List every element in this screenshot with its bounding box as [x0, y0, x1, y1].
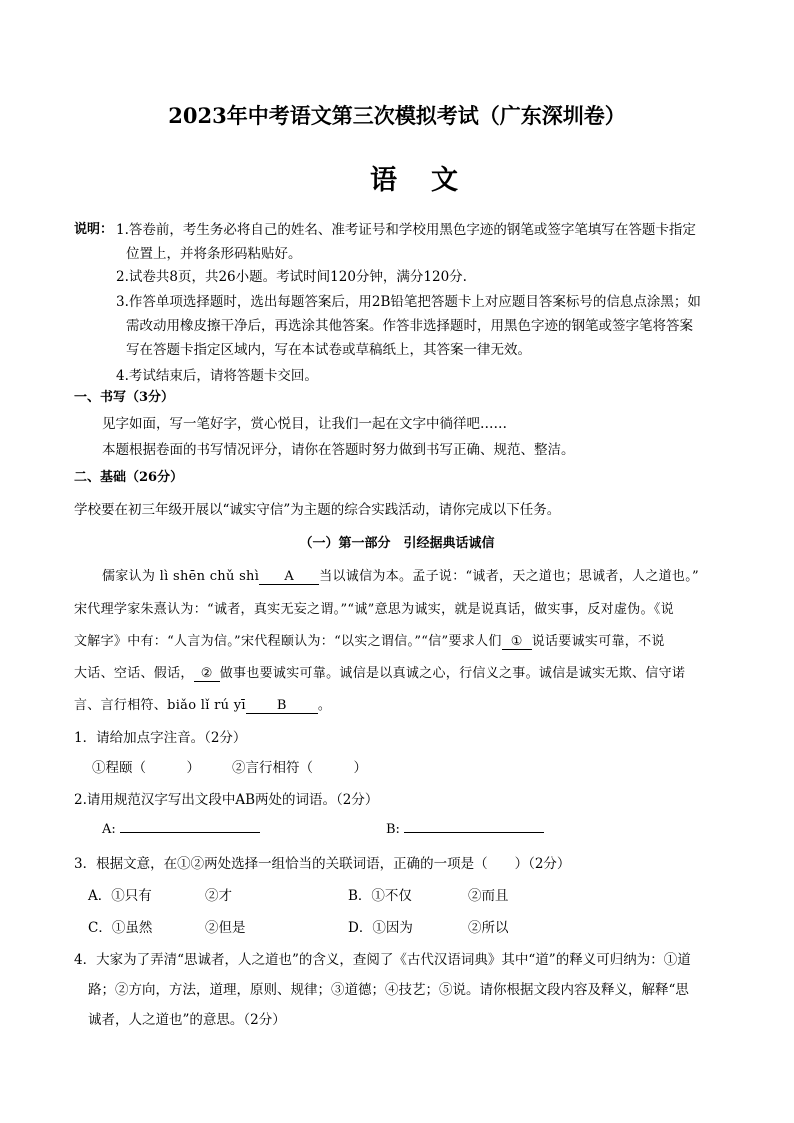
instruction-line: 2.试卷共8页，共26小题。考试时间120分钟，满分120分. [116, 269, 467, 285]
q2-label-a: A: [102, 822, 116, 837]
instruction-line: 1.答卷前，考生务必将自己的姓名、准考证号和学校用黑色字迹的钢笔或签字笔填写在答题卡指定 [116, 222, 696, 238]
blank-2: ② [194, 666, 220, 682]
passage-text: 。 [317, 698, 332, 713]
q3-option-b[interactable]: B．①不仅 [348, 888, 412, 904]
q3-option-d[interactable]: D．①因为 [348, 920, 413, 936]
exam-title: 2023年中考语文第三次模拟考试（广东深圳卷） [168, 103, 626, 128]
subject-title: 语文 [370, 165, 492, 196]
q3-option-a-second: ②才 [205, 888, 232, 904]
passage-line [102, 565, 699, 585]
q3-option-c[interactable]: C．①虽然 [88, 920, 153, 936]
passage-text: 做事也要诚实可靠。诚信是以真诚之心，行信义之事。诚信是诚实无欺、信守诺 [219, 666, 686, 681]
section-text: 见字如面，写一笔好字，赏心悦目，让我们一起在文字中徜徉吧…… [102, 416, 507, 432]
q3-option-c-second: ②但是 [205, 920, 246, 936]
passage-text: 当以诚信为本。孟子说：“诚者，天之道也；思诚者，人之道也。” [319, 569, 699, 584]
section-intro: 学校要在初三年级开展以“诚实守信”为主题的综合实践活动，请你完成以下任务。 [74, 502, 561, 518]
instructions-label: 说明： [74, 222, 114, 237]
q3-option-b-second: ②而且 [468, 888, 509, 904]
q3-option-d-second: ②所以 [468, 920, 509, 936]
section-heading: 二、基础（26分） [74, 470, 184, 485]
q1-item-a: ①程颐（ ） [92, 760, 200, 776]
instruction-line: 位置上，并将条形码粘贴好。 [126, 246, 302, 262]
section-heading: 一、书写（3分） [74, 390, 175, 405]
question-2-stem: 2.请用规范汉字写出文段中AB两处的词语。（2分） [74, 792, 379, 808]
blank-a: A [259, 569, 319, 585]
q2-answer-a[interactable] [102, 820, 260, 837]
question-4-line: 路；②方向，方法，道理，原则、规律；③道德；④技艺；⑤说。请你根据文段内容及释义，解释“思 [88, 982, 689, 998]
passage-text: 文解字》中有：“人言为信。”宋代程颐认为：“以实之谓信。”“信”要求人们 [74, 634, 502, 649]
q3-option-a[interactable]: A．①只有 [88, 888, 152, 904]
passage-line [74, 630, 665, 650]
passage-line [74, 662, 685, 682]
instruction-line: 4.考试结束后，请将答题卡交回。 [116, 368, 318, 384]
section-text: 本题根据卷面的书写情况评分，请你在答题时努力做到书写正确、规范、整洁。 [102, 442, 575, 458]
passage-line [74, 694, 331, 714]
passage-text: 儒家认为 lì shēn chǔ shì [102, 569, 260, 584]
passage-line: 宋代理学家朱熹认为：“诚者，真实无妄之谓。”“诚”意思为诚实，就是说真话，做实事，反对虚伪。《说 [74, 602, 674, 617]
answer-line-a[interactable] [120, 820, 260, 833]
blank-1: ① [502, 634, 532, 650]
question-3-stem: 3．根据文意，在①②两处选择一组恰当的关联词语，正确的一项是（ ）（2分） [74, 856, 571, 872]
part-title: （一）第一部分 引经据典话诚信 [299, 536, 495, 551]
instruction-line: 需改动用橡皮擦干净后，再选涂其他答案。作答非选择题时，用黑色字迹的钢笔或签字笔将答案 [126, 318, 693, 334]
instruction-line: 3.作答单项选择题时，选出每题答案后，用2B铅笔把答题卡上对应题目答案标号的信息点涂黑；如 [116, 294, 701, 310]
question-4-line: 4．大家为了弄清“思诚者，人之道也”的含义，查阅了《古代汉语词典》其中“道”的释义可归纳为：①道 [74, 952, 691, 968]
q1-item-b: ②言行相符（ ） [232, 760, 367, 776]
instruction-line: 写在答题卡指定区域内，写在本试卷或草稿纸上，其答案一律无效。 [126, 342, 531, 358]
question-1-stem: 1．请给加点字注音。（2分） [74, 730, 247, 746]
answer-line-b[interactable] [404, 820, 544, 833]
q2-answer-b[interactable] [386, 820, 544, 837]
passage-text: 大话、空话、假话， [74, 666, 194, 681]
passage-text: 言、言行相符、biǎo lǐ rú yī [74, 698, 246, 713]
blank-b: B [246, 698, 318, 714]
question-4-line: 诚者，人之道也”的意思。（2分） [88, 1012, 286, 1028]
passage-text: 说话要诚实可靠，不说 [531, 634, 665, 649]
q2-label-b: B: [386, 822, 400, 837]
